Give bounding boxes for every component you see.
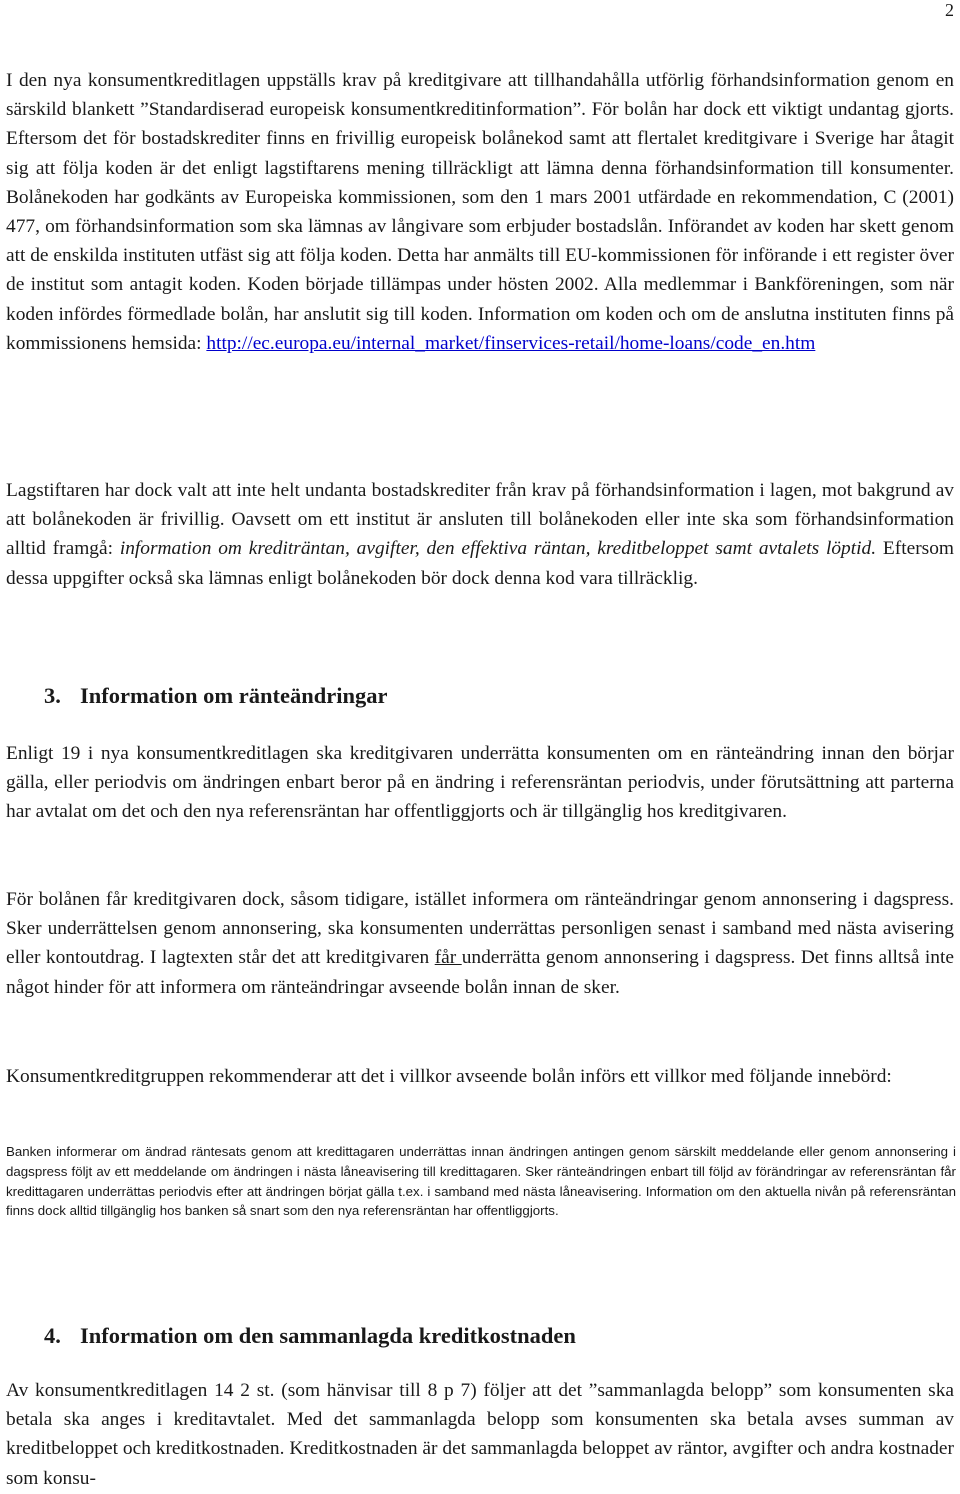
section-title: Information om ränteändringar xyxy=(80,683,388,708)
italic-required-information: information om krediträntan, avgifter, den effektiva räntan, kreditbeloppet samt avtalets löptid. xyxy=(119,538,877,560)
paragraph-interest-change-notice xyxy=(6,739,954,827)
underlined-word: får xyxy=(434,947,462,969)
section-heading-3 xyxy=(44,682,388,710)
paragraph-prior-information xyxy=(6,66,954,358)
section-heading-4 xyxy=(44,1322,576,1350)
section-title: Information om den sammanlagda kreditkostnaden xyxy=(80,1323,576,1348)
paragraph-text: Eftersom dessa uppgifter också ska lämnas enligt bolånekoden bör dock denna kod vara tillräcklig. xyxy=(6,538,954,589)
paragraph-text: Enligt 19 i nya konsumentkreditlagen ska kreditgivaren underrätta konsumenten om en ränteändring innan den börjar gälla, eller periodvis om ändringen enbart beror på en ändring i referensräntan periodvis, under förutsättning att parterna har avtalat om det och den nya referensräntan har offentliggjorts och är tillgänglig hos kreditgivaren. xyxy=(6,743,954,823)
paragraph-advertising-notice xyxy=(6,885,954,1002)
recommended-clause-quote xyxy=(6,1142,956,1221)
paragraph-text: Konsumentkreditgruppen rekommenderar att det i villkor avseende bolån införs ett villkor med följande innebörd: xyxy=(6,1066,892,1087)
commission-home-loans-link[interactable]: http://ec.europa.eu/internal_market/finservices-retail/home-loans/code_en.htm xyxy=(206,332,816,354)
paragraph-text: För bolånen får kreditgivaren dock, såsom tidigare, istället informera om ränteändringar genom annonsering i dagspress. Sker underrättelsen genom annonsering, ska konsumenten underrättas personligen senast i samband med nästa avisering eller kontoutdrag. I lagtexten står det att kreditgivaren xyxy=(6,889,954,969)
paragraph-text: Lagstiftaren har dock valt att inte helt undanta bostadskrediter från krav på förhandsinformation i lagen, mot bakgrund av att bolånekoden är frivillig. Oavsett om ett institut är ansluten till bolånekoden eller inte ska som förhandsinformation alltid framgå: xyxy=(6,480,954,560)
paragraph-text: I den nya konsumentkreditlagen uppställs krav på kreditgivare att tillhandahålla utförlig förhandsinformation genom en särskild blankett ”Standardiserad europeisk konsumentkreditinformation”. För bolån har dock ett viktigt undantag gjorts. Eftersom det för bostadskrediter finns en frivillig europeisk bolånekod samt att flertalet kreditgivare i Sverige har åtagit sig att följa koden är det enligt lagstiftarens mening tillräckligt att lämna denna förhandsinformation till konsumenter. Bolånekoden har godkänts av Europeiska kommissionen, som den 1 mars 2001 utfärdade en rekommendation, C (2001) 477, om förhandsinformation som ska lämnas av långivare som erbjuder bostadslån. Införandet av koden har skett genom att de enskilda instituten utfäst sig att följa koden. Detta har anmälts till EU-kommissionen för införande i ett register över de institut som antagit koden. Koden började tillämpas under hösten 2002. Alla medlemmar i Bankföreningen, som när koden infördes förmedlade bolån, har anslutit sig till koden. Information om koden och om de anslutna instituten finns på kommissionens hemsida: xyxy=(6,70,954,354)
section-number: 4. xyxy=(44,1323,61,1348)
page-number: 2 xyxy=(945,0,954,20)
paragraph-legislator-exception xyxy=(6,476,954,593)
paragraph-text: Av konsumentkreditlagen 14 2 st. (som hänvisar till 8 p 7) följer att det ”sammanlagda belopp” som konsumenten ska betala ska anges i kreditavtalet. Med det sammanlagda belopp som konsumenten ska betala avses summan av kreditbeloppet och kreditkostnaden. Kreditkostnaden är det sammanlagda beloppet av räntor, avgifter och andra kostnader som konsu- xyxy=(6,1380,954,1489)
paragraph-recommendation xyxy=(6,1062,954,1091)
paragraph-text: underrätta genom annonsering i dagspress. Det finns alltså inte något hinder för att informera om ränteändringar avseende bolån innan de sker. xyxy=(6,947,954,998)
section-number: 3. xyxy=(44,683,61,708)
paragraph-total-credit-cost xyxy=(6,1376,954,1493)
quote-text: Banken informerar om ändrad räntesats genom att kredittagaren underrättas innan ändringen antingen genom särskilt meddelande eller genom annonsering i dagspress följt av ett meddelande om ändringen i nästa låneavisering till kredittagaren. Sker ränteändringen enbart till följd av förändringar av referensräntan får kredittagaren underrättas periodvis efter att ändringen börjat gälla t.ex. i samband med nästa låneavisering. Information om den aktuella nivån på referensräntan finns dock alltid tillgänglig hos banken så snart som den nya referensräntan har offentliggjorts. xyxy=(6,1144,956,1219)
